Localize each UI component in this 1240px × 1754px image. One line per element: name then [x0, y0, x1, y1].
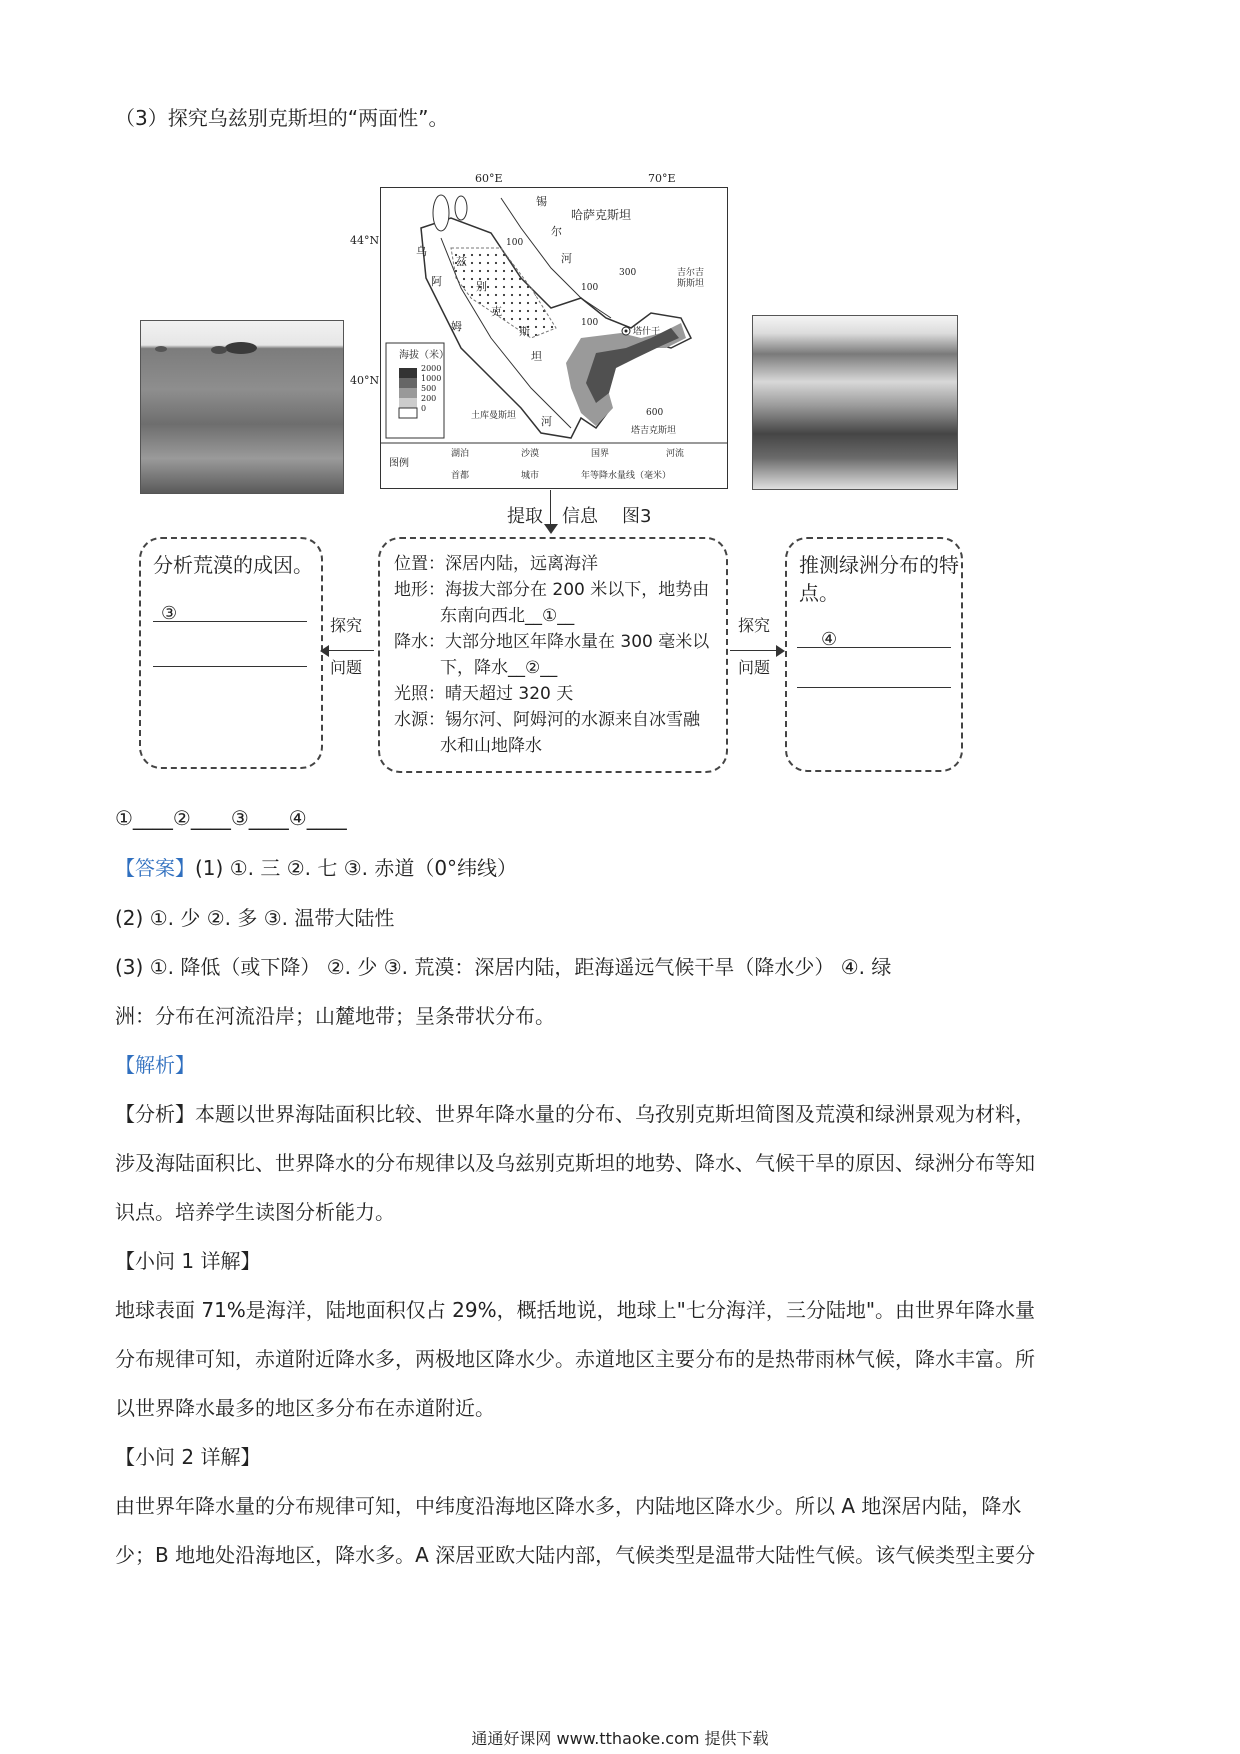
isohyet-label: 100	[581, 318, 599, 328]
label-syr-2: 尔	[551, 225, 562, 238]
blank-4-number: ④	[821, 629, 838, 650]
label-tashkent: 塔什干	[633, 327, 661, 337]
label-amu-2: 姆	[451, 320, 462, 333]
left-arrow	[324, 650, 374, 651]
isohyet-label: 600	[646, 408, 664, 418]
label-uz-1: 乌	[416, 245, 427, 258]
blank-4-line-2[interactable]	[797, 687, 951, 688]
lon-label-60: 60°E	[475, 172, 503, 185]
right-arrow	[730, 650, 778, 651]
lat-label-44: 44°N	[350, 234, 380, 247]
left-arrow-head	[320, 645, 329, 657]
right-box-title: 推测绿洲分布的特点。	[799, 553, 959, 605]
info-line: 降水：大部分地区年降水量在 300 毫米以	[394, 632, 710, 652]
label-kyrgyz-2: 斯斯坦	[677, 279, 705, 289]
info-line: 水和山地降水	[440, 736, 542, 756]
legend-lake: 湖泊	[451, 449, 470, 459]
answer-part-3a: (3) ①. 降低（或下降） ②. 少 ③. 荒漠：深居内陆，距海遥远气候干旱（降水少） ④. 绿	[115, 955, 892, 979]
label-uz-4: 克	[491, 305, 502, 318]
label-syr-1: 锡	[536, 195, 547, 208]
question-title: （3）探究乌兹别克斯坦的“两面性”。	[115, 106, 449, 130]
elev-value: 500	[421, 384, 437, 393]
desert-cause-box	[139, 537, 323, 769]
legend-desert: 沙漠	[521, 449, 540, 459]
elev-value: 1000	[421, 374, 442, 383]
info-line: 位置：深居内陆，远离海洋	[394, 554, 598, 574]
answer-blanks-line: ①____②____③____④____	[115, 806, 347, 830]
down-arrow-head	[544, 524, 558, 534]
explore-left-2: 问题	[330, 658, 363, 677]
label-uz-5: 斯	[519, 325, 530, 338]
answer-part-1: (1) ①. 三 ②. 七 ③. 赤道（0°纬线）	[195, 856, 518, 880]
desert-landscape-photo	[140, 320, 344, 494]
info-line: 水源：锡尔河、阿姆河的水源来自冰雪融	[394, 710, 700, 730]
sub2-title: 【小问 2 详解】	[115, 1445, 261, 1469]
sub2-line: 由世界年降水量的分布规律可知，中纬度沿海地区降水多，内陆地区降水少。所以 A 地深居内陆，降水	[115, 1494, 1022, 1518]
figure-label: 图3	[622, 506, 652, 527]
blank-4-line[interactable]	[797, 647, 951, 648]
label-turkmenistan: 土库曼斯坦	[471, 411, 517, 421]
page-footer: 通通好课网 www.tthaoke.com 提供下载	[471, 1729, 769, 1748]
label-amu-3: 河	[541, 415, 552, 428]
uzbekistan-map	[380, 187, 728, 489]
analysis-line: 涉及海陆面积比、世界降水的分布规律以及乌兹别克斯坦的地势、降水、气候干旱的原因、绿洲分布等知	[115, 1151, 1035, 1175]
answer-part-2: (2) ①. 少 ②. 多 ③. 温带大陆性	[115, 906, 395, 930]
left-box-title: 分析荒漠的成因。	[153, 553, 313, 577]
isohyet-label: 100	[506, 238, 524, 248]
info-line: 光照：晴天超过 320 天	[394, 684, 574, 704]
label-uz-6: 坦	[531, 350, 542, 363]
label-uz-2: 兹	[456, 255, 467, 268]
analysis-line: 识点。培养学生读图分析能力。	[115, 1200, 395, 1224]
lon-label-70: 70°E	[648, 172, 676, 185]
label-amu-1: 阿	[431, 275, 442, 288]
isohyet-label: 300	[619, 268, 637, 278]
sub1-line: 分布规律可知，赤道附近降水多，两极地区降水少。赤道地区主要分布的是热带雨林气候，降水丰富。所	[115, 1347, 1035, 1371]
explore-left-1: 探究	[330, 616, 363, 635]
legend-border: 国界	[591, 449, 610, 459]
sub1-title: 【小问 1 详解】	[115, 1249, 261, 1273]
info-line: 下，降水__②__	[440, 658, 558, 678]
sub2-line: 少；B 地地处沿海地区，降水多。A 深居亚欧大陆内部，气候类型是温带大陆性气候。该气候类型主要分	[115, 1543, 1036, 1567]
info-line: 地形：海拔大部分在 200 米以下，地势由	[394, 580, 710, 600]
blank-3-line[interactable]	[153, 621, 307, 622]
oasis-distribution-box	[785, 537, 963, 772]
down-arrow	[550, 490, 551, 528]
extract-label: 提取	[507, 506, 543, 527]
sub1-line: 地球表面 71%是海洋，陆地面积仅占 29%，概括地说，地球上"七分海洋，三分陆地"。由世界年降水量	[115, 1298, 1036, 1322]
info-line: 东南向西北__①__	[440, 606, 575, 626]
elev-value: 0	[421, 404, 427, 413]
map-legend-title: 图例	[389, 458, 409, 469]
explore-right-2: 问题	[738, 658, 771, 677]
elev-value: 200	[421, 394, 437, 403]
blank-3-number: ③	[161, 603, 178, 624]
legend-isohyet: 年等降水量线（毫米）	[581, 471, 672, 481]
elevation-legend-title: 海拔（米）	[399, 350, 449, 361]
blank-3-line-2[interactable]	[153, 666, 307, 667]
legend-city: 城市	[521, 471, 540, 481]
oasis-landscape-photo	[752, 315, 958, 490]
lat-label-40: 40°N	[350, 374, 380, 387]
answer-label: 【答案】	[115, 856, 195, 880]
right-arrow-head	[776, 645, 785, 657]
label-kyrgyz-1: 吉尔吉	[677, 268, 705, 278]
legend-capital: 首都	[451, 471, 470, 481]
explore-right-1: 探究	[738, 616, 771, 635]
info-box	[378, 537, 728, 773]
answer-part-3b: 洲：分布在河流沿岸；山麓地带；呈条带状分布。	[115, 1004, 555, 1028]
sub1-line: 以世界降水最多的地区多分布在赤道附近。	[115, 1396, 495, 1420]
label-uz-3: 别	[476, 280, 487, 293]
isohyet-label: 100	[581, 283, 599, 293]
legend-river: 河流	[666, 449, 685, 459]
analysis-label: 【解析】	[115, 1053, 195, 1077]
label-tajikistan: 塔吉克斯坦	[631, 426, 677, 436]
elev-value: 2000	[421, 364, 442, 373]
label-kazakhstan: 哈萨克斯坦	[571, 208, 632, 222]
info-label: 信息	[562, 506, 598, 527]
analysis-line: 【分析】本题以世界海陆面积比较、世界年降水量的分布、乌孜别克斯坦简图及荒漠和绿洲景观为材料，	[115, 1102, 1035, 1126]
label-syr-3: 河	[561, 252, 572, 265]
